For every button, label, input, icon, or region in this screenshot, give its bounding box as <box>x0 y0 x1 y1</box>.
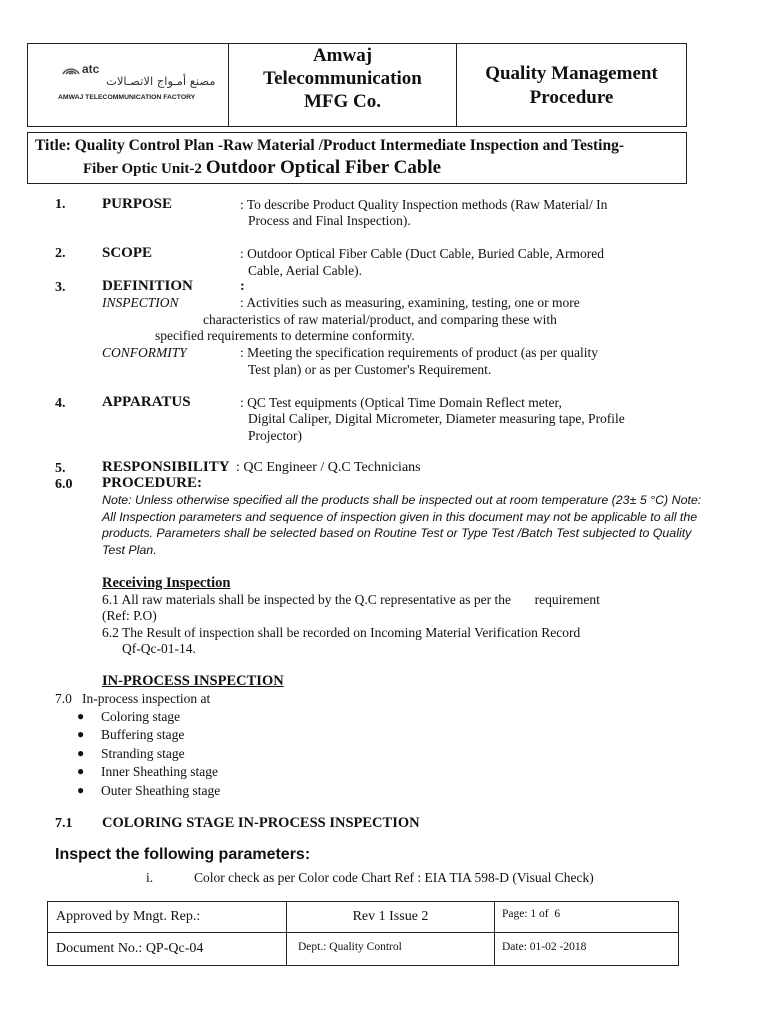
inspection-text-2: characteristics of raw material/product, and comparing these with <box>203 312 557 327</box>
section-5-number: 5. <box>55 461 66 476</box>
company-name <box>229 44 456 113</box>
company-name-line3: MFG Co. <box>303 91 382 112</box>
note-line-2: All Inspection parameters and sequence of inspection given in this document may not be applicable to all the <box>102 509 698 524</box>
company-name-line2: Telecommunication <box>263 68 422 89</box>
stage-label: Buffering stage <box>101 727 185 742</box>
section-3-heading: DEFINITION <box>102 278 193 294</box>
page-number: Page: 1 of 6 <box>502 908 561 920</box>
stage-label: Coloring stage <box>101 709 181 724</box>
title-line1: Title: Quality Control Plan -Raw Material /Product Intermediate Inspection and Testing- <box>35 137 624 154</box>
company-logo <box>52 58 216 108</box>
footer-row-divider <box>47 932 679 933</box>
document-type-line2: Procedure <box>529 87 614 108</box>
note-line-3: products. Parameters shall be selected based on Routine Test or Type Test /Batch Test subjected to Quality <box>102 526 692 541</box>
receiving-6-2-line-1: 6.2 The Result of inspection shall be recorded on Incoming Material Verification Record <box>102 625 581 640</box>
document-type-line1: Quality Management <box>485 63 658 84</box>
section-2-heading: SCOPE <box>102 245 153 261</box>
procedure-note <box>102 492 701 558</box>
item-i-text: Color check as per Color code Chart Ref : EIA TIA 598-D (Visual Check) <box>194 870 594 885</box>
department: Dept.: Quality Control <box>298 941 402 953</box>
receiving-6-1-line-1: 6.1 All raw materials shall be inspected by the Q.C representative as per the requirement <box>102 592 600 607</box>
in-process-inspection-heading: IN-PROCESS INSPECTION <box>102 673 284 689</box>
item-i-number: i. <box>146 870 154 885</box>
section-1-heading: PURPOSE <box>102 196 173 212</box>
inspection-text-3: specified requirements to determine conformity. <box>155 328 415 343</box>
section-1-number: 1. <box>55 197 66 212</box>
section-7-intro: 7.0 In-process inspection at <box>55 691 211 706</box>
section-6-heading: PROCEDURE: <box>102 475 202 491</box>
company-name-line1: Amwaj <box>312 45 373 66</box>
section-1-text-1: : To describe Product Quality Inspection methods (Raw Material/ In <box>240 197 608 212</box>
section-3-colon: : <box>240 279 245 294</box>
issue-date: Date: 01-02 -2018 <box>502 941 587 953</box>
section-4-text-1: : QC Test equipments (Optical Time Domain Reflect meter, <box>240 395 562 410</box>
logo-english-text: AMWAJ TELECOMMUNICATION FACTORY <box>58 94 196 101</box>
note-line-1: Note: Unless otherwise specified all the products shall be inspected out at room temperature (23± 5 °C) Note: <box>102 493 702 507</box>
section-2-text-1: : Outdoor Optical Fiber Cable (Duct Cable, Buried Cable, Armored <box>240 246 605 261</box>
receiving-6-2-line-2: Qf-Qc-01-14. <box>122 641 196 656</box>
inspection-term: INSPECTION <box>102 295 179 310</box>
section-4-text-2: Digital Caliper, Digital Micrometer, Diameter measuring tape, Profile <box>248 411 625 426</box>
section-2-number: 2. <box>55 246 66 261</box>
stage-label: Inner Sheathing stage <box>101 764 218 779</box>
section-2-text-2: Cable, Aerial Cable). <box>248 263 362 278</box>
section-3-number: 3. <box>55 280 66 295</box>
signal-waves-icon <box>60 60 82 76</box>
section-5-heading: RESPONSIBILITY <box>102 459 230 475</box>
inspection-text-1: : Activities such as measuring, examining, testing, one or more <box>240 295 580 310</box>
section-7-1-number: 7.1 <box>55 816 73 831</box>
inspect-parameters-heading: Inspect the following parameters: <box>55 846 311 863</box>
section-4-number: 4. <box>55 396 66 411</box>
document-type <box>457 62 686 110</box>
section-5-text: : QC Engineer / Q.C Technicians <box>236 460 421 475</box>
title-line2 <box>83 157 441 179</box>
note-line-4: Test Plan. <box>102 542 157 557</box>
section-4-heading: APPARATUS <box>102 394 191 410</box>
revision: Rev 1 Issue 2 <box>352 909 429 924</box>
title-line2-main: Outdoor Optical Fiber Cable <box>205 157 442 178</box>
stage-label: Outer Sheathing stage <box>101 783 221 798</box>
conformity-term: CONFORMITY <box>102 345 187 360</box>
approved-by: Approved by Mngt. Rep.: <box>56 909 201 924</box>
section-4-text-3: Projector) <box>248 428 302 443</box>
conformity-text-1: : Meeting the specification requirements of product (as per quality <box>240 345 599 360</box>
section-7-1-heading: COLORING STAGE IN-PROCESS INSPECTION <box>102 815 420 831</box>
logo-arabic-text: مصنع أمـواج الاتصـالات <box>106 74 216 88</box>
conformity-text-2: Test plan) or as per Customer's Requirement. <box>248 362 492 377</box>
stage-label: Stranding stage <box>101 746 185 761</box>
section-1-text-2: Process and Final Inspection). <box>248 213 411 228</box>
receiving-6-1-line-2: (Ref: P.O) <box>102 608 157 623</box>
receiving-inspection-heading: Receiving Inspection <box>102 575 231 591</box>
footer-col-divider-2 <box>494 901 495 966</box>
logo-mark: atc <box>82 62 100 76</box>
section-6-number: 6.0 <box>55 477 73 492</box>
document-number: Document No.: QP-Qc-04 <box>56 941 204 956</box>
title-line2-prefix: Fiber Optic Unit-2 <box>83 161 202 177</box>
